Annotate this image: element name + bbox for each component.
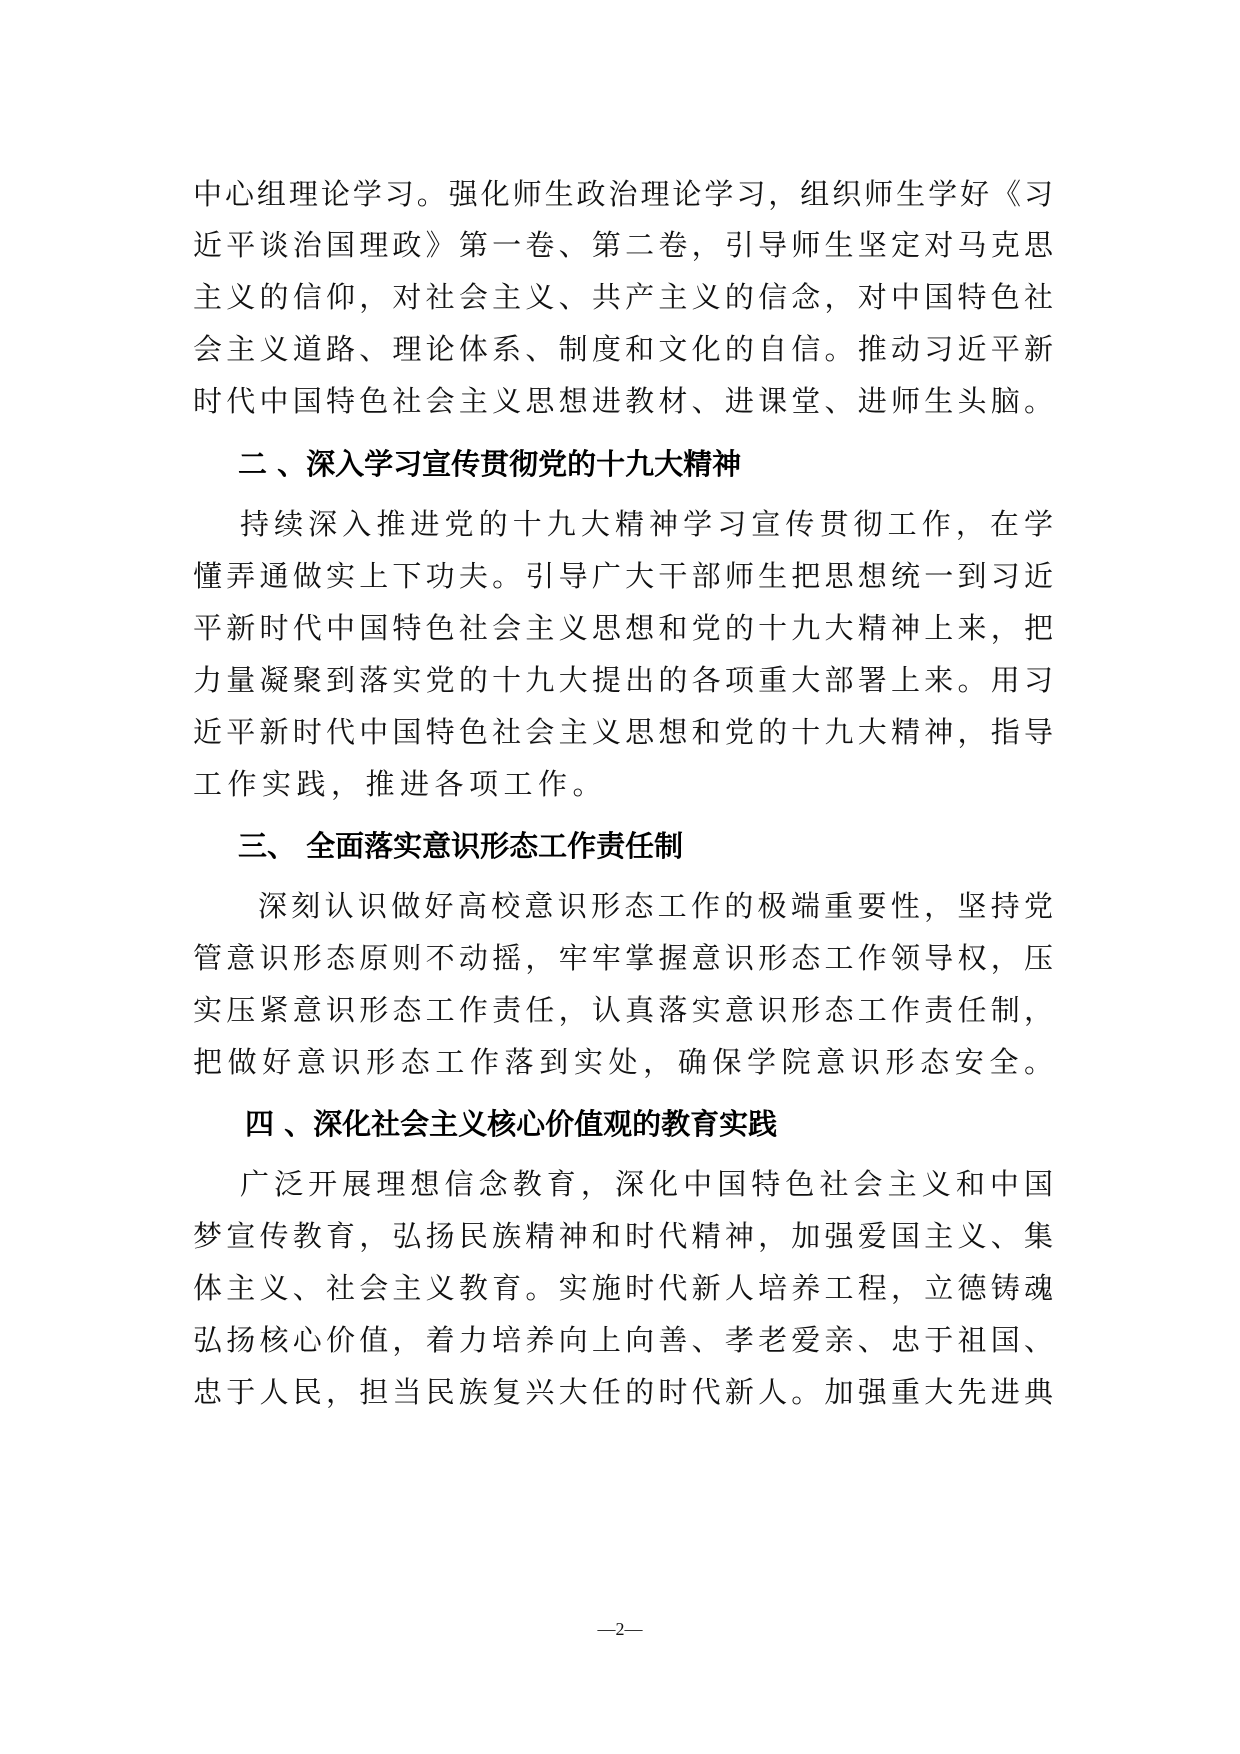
paragraph-line: 持续深入推进党的十九大精神学习宣传贯彻工作，在学	[240, 507, 1053, 541]
section-heading: 四 、深化社会主义核心价值观的教育实践	[245, 1107, 778, 1141]
paragraph-line: 实压紧意识形态工作责任，认真落实意识形态工作责任制，	[193, 993, 1053, 1027]
paragraph-line: 主义的信仰，对社会主义、共产主义的信念，对中国特色社	[193, 280, 1053, 314]
paragraph-line: 时代中国特色社会主义思想进教材、进课堂、进师生头脑。	[193, 384, 1053, 418]
paragraph-line: 弘扬核心价值，着力培养向上向善、孝老爱亲、忠于祖国、	[193, 1323, 1053, 1357]
paragraph-line: 深刻认识做好高校意识形态工作的极端重要性，坚持党	[258, 889, 1053, 923]
paragraph-line: 平新时代中国特色社会主义思想和党的十九大精神上来，把	[193, 611, 1053, 645]
section-heading: 三、 全面落实意识形态工作责任制	[238, 829, 684, 863]
paragraph-line: 近平谈治国理政》第一卷、第二卷，引导师生坚定对马克思	[193, 228, 1053, 262]
paragraph-line: 忠于人民，担当民族复兴大任的时代新人。加强重大先进典	[193, 1375, 1053, 1409]
paragraph-line: 会主义道路、理论体系、制度和文化的自信。推动习近平新	[193, 332, 1053, 366]
paragraph-line: 把做好意识形态工作落到实处，确保学院意识形态安全。	[193, 1045, 1053, 1079]
paragraph-line: 工作实践，推进各项工作。	[193, 767, 608, 801]
paragraph-line: 中心组理论学习。强化师生政治理论学习，组织师生学好《习	[193, 177, 1053, 211]
paragraph-line: 广泛开展理想信念教育，深化中国特色社会主义和中国	[240, 1167, 1053, 1201]
paragraph-line: 近平新时代中国特色社会主义思想和党的十九大精神，指导	[193, 715, 1053, 749]
page-number: —2—	[597, 1619, 643, 1639]
paragraph-line: 懂弄通做实上下功夫。引导广大干部师生把思想统一到习近	[193, 559, 1053, 593]
section-heading: 二 、深入学习宣传贯彻党的十九大精神	[238, 447, 742, 481]
paragraph-line: 管意识形态原则不动摇，牢牢掌握意识形态工作领导权，压	[193, 941, 1053, 975]
paragraph-line: 力量凝聚到落实党的十九大提出的各项重大部署上来。用习	[193, 663, 1053, 697]
paragraph-line: 梦宣传教育，弘扬民族精神和时代精神，加强爱国主义、集	[193, 1219, 1053, 1253]
paragraph-line: 体主义、社会主义教育。实施时代新人培养工程，立德铸魂	[193, 1271, 1053, 1305]
